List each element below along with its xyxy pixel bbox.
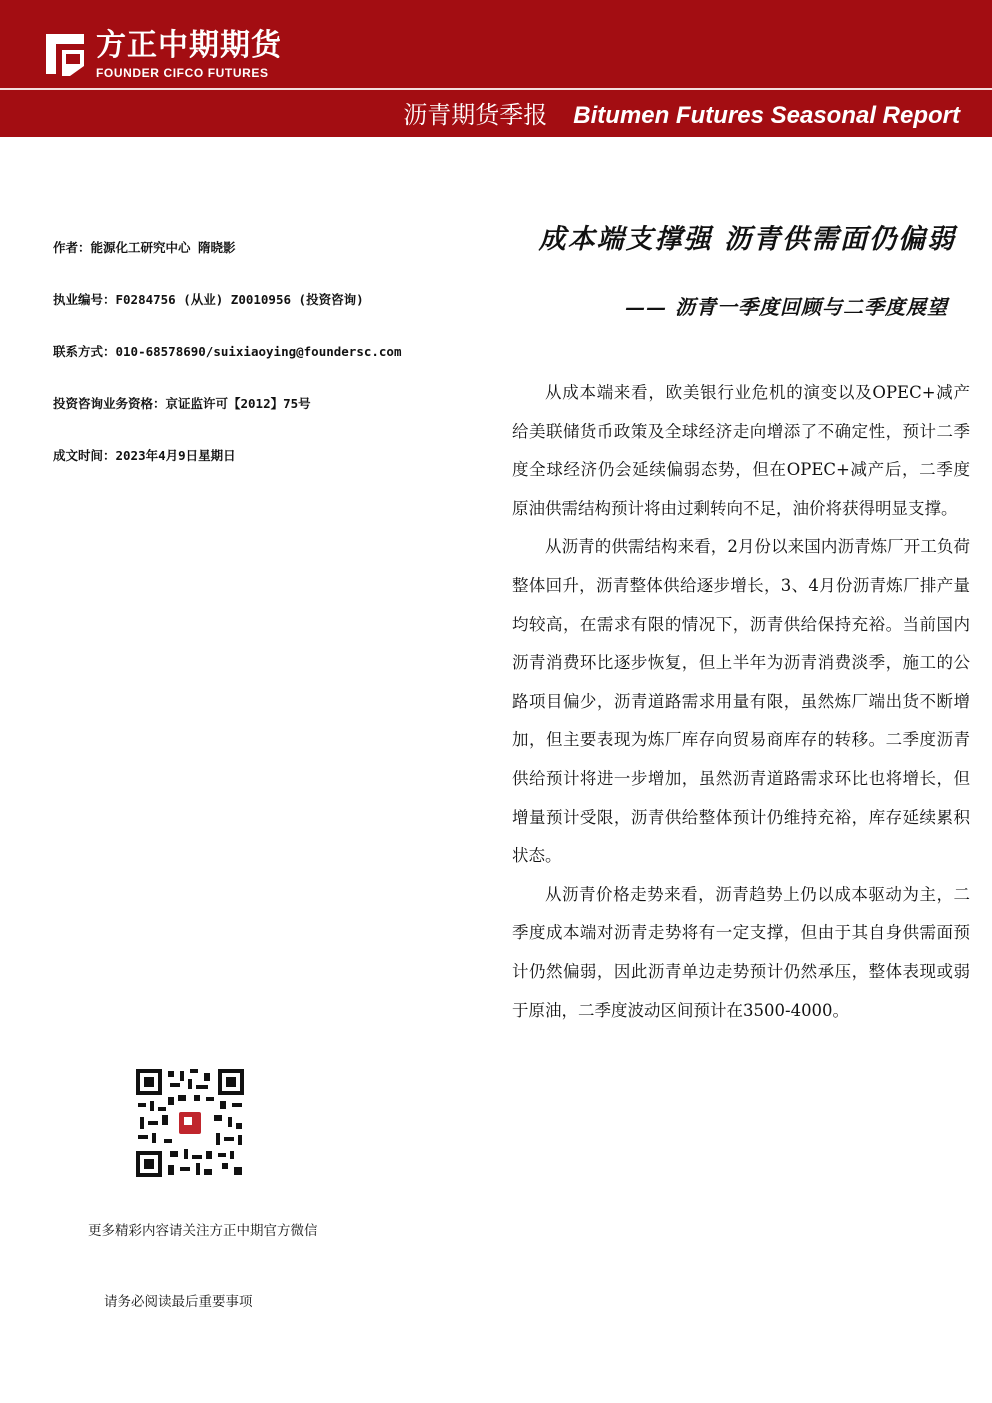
company-name-en: FOUNDER CIFCO FUTURES: [96, 66, 269, 80]
qr-caption: 更多精彩内容请关注方正中期官方微信: [88, 1223, 318, 1239]
company-logo-icon: [40, 30, 90, 80]
sub-title: —— 沥青一季度回顾与二季度展望: [625, 295, 948, 319]
report-type-cn: 沥青期货季报: [403, 101, 548, 129]
paragraph-price-outlook: 从沥青价格走势来看，沥青趋势上仍以成本驱动为主，二季度成本端对沥青走势将有一定支撑，但由于其自身供需面预计仍然偏弱，因此沥青单边走势预计仍然承压，整体表现或弱于原油，二季度波动区间预计在3500-4000。: [512, 884, 970, 1020]
main-title: 成本端支撑强 沥青供需面仍偏弱: [538, 224, 956, 255]
author-line: 作者：能源化工研究中心 隋晓影: [53, 240, 236, 255]
paragraph-supply-demand: 从沥青的供需结构来看，2月份以来国内沥青炼厂开工负荷整体回升，沥青整体供给逐步增长，3、4月份沥青炼厂排产量均较高，在需求有限的情况下，沥青供给保持充裕。当前国内沥青消费环比逐步恢复，但上半年为沥青消费淡季，施工的公路项目偏少，沥青道路需求用量有限，虽然炼厂端出货不断增加，但主要表现为炼厂库存向贸易商库存的转移。二季度沥青供给预计将进一步增加，虽然沥青道路需求环比也将增长，但增量预计受限，沥青供给整体预计仍维持充裕，库存延续累积状态。: [512, 537, 970, 866]
report-type-title: [403, 100, 960, 133]
report-summary: [512, 374, 970, 1030]
company-name-cn: 方正中期期货: [96, 28, 282, 63]
date-line: 成文时间：2023年4月9日星期日: [53, 448, 236, 463]
qualification-line: 投资咨询业务资格：京证监许可【2012】75号: [53, 396, 311, 411]
important-notice: 请务必阅读最后重要事项: [104, 1294, 253, 1310]
report-header: [0, 0, 992, 137]
contact-line: 联系方式：010-68578690/suixiaoying@foundersc.com: [53, 344, 402, 359]
report-type-en: Bitumen Futures Seasonal Report: [573, 102, 960, 129]
license-line: 执业编号：F0284756 (从业) Z0010956 (投资咨询): [53, 292, 364, 307]
wechat-qr-code: [134, 1067, 246, 1179]
paragraph-cost: 从成本端来看，欧美银行业危机的演变以及OPEC+减产给美联储货币政策及全球经济走向增添了不确定性，预计二季度全球经济仍会延续偏弱态势，但在OPEC+减产后，二季度原油供需结构预计将由过剩转向不足，油价将获得明显支撑。: [512, 383, 970, 518]
header-divider: [0, 88, 992, 90]
